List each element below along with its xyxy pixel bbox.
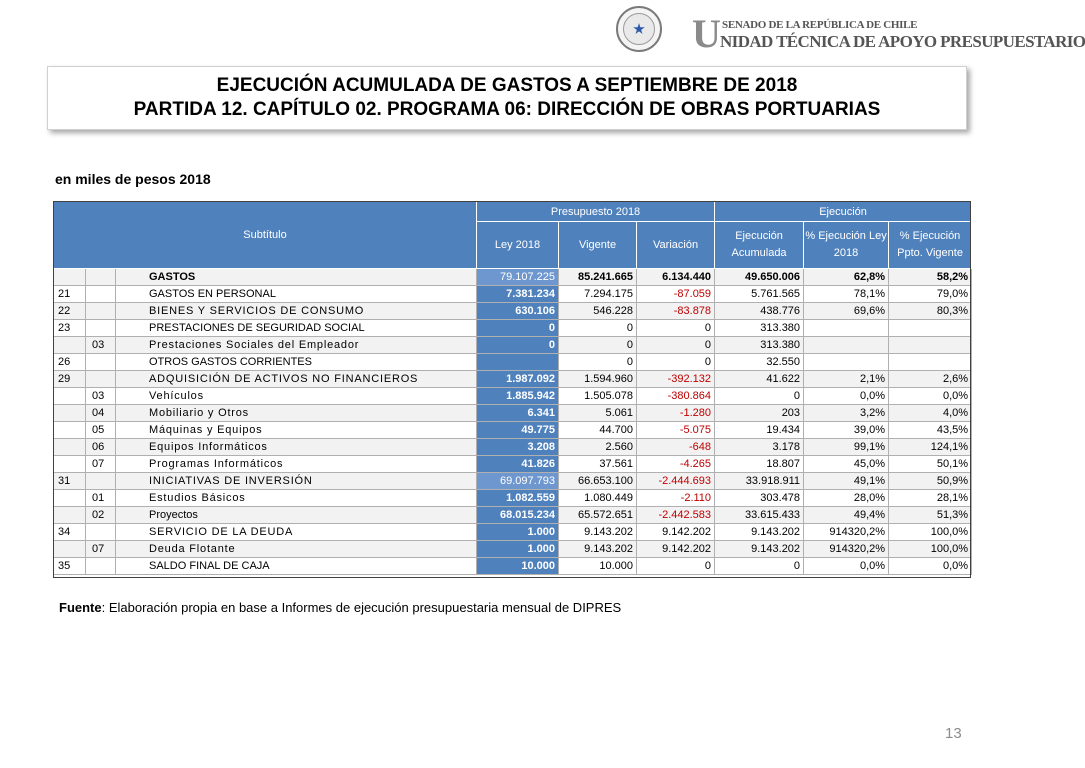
pct-ley-cell: 45,0% — [804, 456, 889, 473]
pct-ley-cell: 28,0% — [804, 490, 889, 507]
vigente-cell: 1.594.960 — [559, 371, 637, 388]
pct-vigente-cell: 50,1% — [889, 456, 972, 473]
ejecucion-cell: 41.622 — [715, 371, 804, 388]
table-row — [54, 473, 972, 490]
subtitulo-cell — [54, 490, 86, 507]
variacion-cell: -2.444.693 — [637, 473, 715, 490]
ejecucion-cell: 203 — [715, 405, 804, 422]
ley-cell: 41.826 — [477, 456, 559, 473]
ejecucion-cell: 5.761.565 — [715, 286, 804, 303]
concept-cell: GASTOS EN PERSONAL — [116, 286, 477, 303]
subtitulo-cell — [54, 269, 86, 286]
concept-cell: Prestaciones Sociales del Empleador — [116, 337, 477, 354]
concept-cell: Estudios Básicos — [116, 490, 477, 507]
ley-cell: 0 — [477, 337, 559, 354]
subtitulo-cell: 31 — [54, 473, 86, 490]
subtitulo-cell — [54, 439, 86, 456]
ley-cell: 79.107.225 — [477, 269, 559, 286]
vigente-cell: 65.572.651 — [559, 507, 637, 524]
vigente-cell: 44.700 — [559, 422, 637, 439]
vigente-cell: 9.143.202 — [559, 541, 637, 558]
pct-ley-cell — [804, 337, 889, 354]
ley-cell: 0 — [477, 320, 559, 337]
pct-ley-cell: 914320,2% — [804, 541, 889, 558]
item-cell: 03 — [86, 388, 116, 405]
vigente-cell: 2.560 — [559, 439, 637, 456]
ejecucion-cell: 9.143.202 — [715, 541, 804, 558]
ejecucion-cell: 18.807 — [715, 456, 804, 473]
item-cell — [86, 558, 116, 575]
star-icon — [633, 23, 645, 35]
variacion-cell: -4.265 — [637, 456, 715, 473]
concept-cell: SERVICIO DE LA DEUDA — [116, 524, 477, 541]
item-cell — [86, 524, 116, 541]
variacion-cell: 9.142.202 — [637, 541, 715, 558]
subtitulo-cell — [54, 337, 86, 354]
header-pct-ley: % Ejecución Ley 2018 — [804, 222, 889, 269]
table-row — [54, 558, 972, 575]
table-row — [54, 439, 972, 456]
variacion-cell: 0 — [637, 354, 715, 371]
brand-line1: SENADO DE LA REPÚBLICA DE CHILE — [722, 19, 918, 31]
vigente-cell: 37.561 — [559, 456, 637, 473]
pct-ley-cell: 78,1% — [804, 286, 889, 303]
variacion-cell: 9.142.202 — [637, 524, 715, 541]
table-row — [54, 371, 972, 388]
pct-vigente-cell: 79,0% — [889, 286, 972, 303]
pct-vigente-cell: 80,3% — [889, 303, 972, 320]
table-row — [54, 541, 972, 558]
pct-ley-cell: 39,0% — [804, 422, 889, 439]
variacion-cell: -2.110 — [637, 490, 715, 507]
vigente-cell: 10.000 — [559, 558, 637, 575]
vigente-cell: 1.505.078 — [559, 388, 637, 405]
pct-ley-cell: 62,8% — [804, 269, 889, 286]
vigente-cell: 0 — [559, 337, 637, 354]
item-cell — [86, 320, 116, 337]
ley-cell — [477, 354, 559, 371]
variacion-cell: -380.864 — [637, 388, 715, 405]
pct-ley-cell: 3,2% — [804, 405, 889, 422]
item-cell — [86, 303, 116, 320]
pct-vigente-cell — [889, 337, 972, 354]
item-cell: 04 — [86, 405, 116, 422]
pct-vigente-cell: 124,1% — [889, 439, 972, 456]
concept-cell: Vehículos — [116, 388, 477, 405]
variacion-cell: -648 — [637, 439, 715, 456]
ejecucion-cell: 32.550 — [715, 354, 804, 371]
vigente-cell: 85.241.665 — [559, 269, 637, 286]
pct-vigente-cell: 0,0% — [889, 388, 972, 405]
concept-cell: GASTOS — [116, 269, 477, 286]
pct-ley-cell: 2,1% — [804, 371, 889, 388]
variacion-cell: -5.075 — [637, 422, 715, 439]
item-cell — [86, 286, 116, 303]
ejecucion-cell: 33.615.433 — [715, 507, 804, 524]
table-row — [54, 320, 972, 337]
ley-cell: 3.208 — [477, 439, 559, 456]
pct-ley-cell — [804, 354, 889, 371]
vigente-cell: 66.653.100 — [559, 473, 637, 490]
item-cell — [86, 354, 116, 371]
concept-cell: SALDO FINAL DE CAJA — [116, 558, 477, 575]
source-note — [59, 600, 621, 615]
pct-vigente-cell: 100,0% — [889, 524, 972, 541]
ley-cell: 1.987.092 — [477, 371, 559, 388]
concept-cell: BIENES Y SERVICIOS DE CONSUMO — [116, 303, 477, 320]
pct-vigente-cell — [889, 320, 972, 337]
ejecucion-cell: 33.918.911 — [715, 473, 804, 490]
variacion-cell: -83.878 — [637, 303, 715, 320]
pct-ley-cell: 49,4% — [804, 507, 889, 524]
header-ley: Ley 2018 — [477, 222, 559, 269]
concept-cell: ADQUISICIÓN DE ACTIVOS NO FINANCIEROS — [116, 371, 477, 388]
table-row — [54, 524, 972, 541]
concept-cell: Mobiliario y Otros — [116, 405, 477, 422]
table-row — [54, 422, 972, 439]
subtitulo-cell — [54, 541, 86, 558]
variacion-cell: -2.442.583 — [637, 507, 715, 524]
pct-vigente-cell: 50,9% — [889, 473, 972, 490]
ley-cell: 49.775 — [477, 422, 559, 439]
subtitulo-cell — [54, 388, 86, 405]
source-label: Fuente — [59, 600, 102, 615]
item-cell — [86, 473, 116, 490]
table-row — [54, 269, 972, 286]
subtitulo-cell: 34 — [54, 524, 86, 541]
subtitulo-cell — [54, 405, 86, 422]
ley-cell: 68.015.234 — [477, 507, 559, 524]
vigente-cell: 9.143.202 — [559, 524, 637, 541]
ejecucion-cell: 313.380 — [715, 337, 804, 354]
item-cell — [86, 371, 116, 388]
ley-cell: 1.000 — [477, 541, 559, 558]
pct-ley-cell: 69,6% — [804, 303, 889, 320]
pct-vigente-cell — [889, 354, 972, 371]
subtitulo-cell: 35 — [54, 558, 86, 575]
item-cell: 03 — [86, 337, 116, 354]
ejecucion-cell: 3.178 — [715, 439, 804, 456]
subtitulo-cell — [54, 507, 86, 524]
ley-cell: 69.097.793 — [477, 473, 559, 490]
ley-cell: 1.082.559 — [477, 490, 559, 507]
item-cell: 02 — [86, 507, 116, 524]
senate-seal-logo — [616, 6, 662, 52]
pct-vigente-cell: 43,5% — [889, 422, 972, 439]
concept-cell: Máquinas y Equipos — [116, 422, 477, 439]
header-ejec-acum: Ejecución Acumulada — [715, 222, 804, 269]
concept-cell: OTROS GASTOS CORRIENTES — [116, 354, 477, 371]
table-row — [54, 337, 972, 354]
header-vigente: Vigente — [559, 222, 637, 269]
vigente-cell: 0 — [559, 320, 637, 337]
page-number: 13 — [945, 725, 962, 742]
table-row — [54, 303, 972, 320]
table-row — [54, 490, 972, 507]
pct-vigente-cell: 58,2% — [889, 269, 972, 286]
concept-cell: Proyectos — [116, 507, 477, 524]
item-cell: 01 — [86, 490, 116, 507]
ejecucion-cell: 49.650.006 — [715, 269, 804, 286]
ley-cell: 6.341 — [477, 405, 559, 422]
ley-cell: 1.885.942 — [477, 388, 559, 405]
ley-cell: 7.381.234 — [477, 286, 559, 303]
variacion-cell: 0 — [637, 337, 715, 354]
variacion-cell: 0 — [637, 558, 715, 575]
table-row — [54, 405, 972, 422]
header-ejecucion: Ejecución — [715, 202, 972, 222]
header-pct-vig: % Ejecución Ppto. Vigente — [889, 222, 972, 269]
source-text: : Elaboración propia en base a Informes de ejecución presupuestaria mensual de DIPRES — [101, 600, 622, 615]
ejecucion-cell: 0 — [715, 558, 804, 575]
item-cell: 05 — [86, 422, 116, 439]
ejecucion-cell: 0 — [715, 388, 804, 405]
vigente-cell: 546.228 — [559, 303, 637, 320]
ejecucion-cell: 19.434 — [715, 422, 804, 439]
item-cell — [86, 269, 116, 286]
concept-cell: INICIATIVAS DE INVERSIÓN — [116, 473, 477, 490]
pct-ley-cell: 0,0% — [804, 388, 889, 405]
vigente-cell: 0 — [559, 354, 637, 371]
ejecucion-cell: 313.380 — [715, 320, 804, 337]
pct-vigente-cell: 0,0% — [889, 558, 972, 575]
subtitulo-cell — [54, 422, 86, 439]
ejecucion-cell: 9.143.202 — [715, 524, 804, 541]
subtitulo-cell: 29 — [54, 371, 86, 388]
pct-ley-cell: 914320,2% — [804, 524, 889, 541]
brand-initial: U — [692, 11, 721, 56]
header-subtitulo: Subtítulo — [54, 202, 477, 269]
table-row — [54, 507, 972, 524]
concept-cell: Deuda Flotante — [116, 541, 477, 558]
pct-vigente-cell: 2,6% — [889, 371, 972, 388]
pct-vigente-cell: 100,0% — [889, 541, 972, 558]
title-box — [47, 66, 967, 130]
vigente-cell: 1.080.449 — [559, 490, 637, 507]
table-row — [54, 354, 972, 371]
page-title: EJECUCIÓN ACUMULADA DE GASTOS A SEPTIEMBRE DE 2018 — [216, 75, 798, 96]
pct-vigente-cell: 4,0% — [889, 405, 972, 422]
item-cell: 06 — [86, 439, 116, 456]
ley-cell: 630.106 — [477, 303, 559, 320]
brand-line2: NIDAD TÉCNICA DE APOYO PRESUPUESTARIO — [720, 32, 1085, 51]
header-variacion: Variación — [637, 222, 715, 269]
pct-ley-cell — [804, 320, 889, 337]
pct-ley-cell: 0,0% — [804, 558, 889, 575]
subtitulo-cell — [54, 456, 86, 473]
variacion-cell: 0 — [637, 320, 715, 337]
pct-ley-cell: 99,1% — [804, 439, 889, 456]
table-row — [54, 286, 972, 303]
subtitulo-cell: 22 — [54, 303, 86, 320]
variacion-cell: 6.134.440 — [637, 269, 715, 286]
variacion-cell: -1.280 — [637, 405, 715, 422]
subtitulo-cell: 23 — [54, 320, 86, 337]
table-row — [54, 388, 972, 405]
concept-cell: Programas Informáticos — [116, 456, 477, 473]
ley-cell: 1.000 — [477, 524, 559, 541]
subtitulo-cell: 26 — [54, 354, 86, 371]
table-row — [54, 456, 972, 473]
variacion-cell: -392.132 — [637, 371, 715, 388]
pct-vigente-cell: 28,1% — [889, 490, 972, 507]
budget-table — [53, 201, 972, 575]
concept-cell: Equipos Informáticos — [116, 439, 477, 456]
page-subtitle: PARTIDA 12. CAPÍTULO 02. PROGRAMA 06: DIRECCIÓN DE OBRAS PORTUARIAS — [133, 99, 881, 120]
vigente-cell: 5.061 — [559, 405, 637, 422]
subtitulo-cell: 21 — [54, 286, 86, 303]
vigente-cell: 7.294.175 — [559, 286, 637, 303]
ejecucion-cell: 303.478 — [715, 490, 804, 507]
item-cell: 07 — [86, 456, 116, 473]
item-cell: 07 — [86, 541, 116, 558]
variacion-cell: -87.059 — [637, 286, 715, 303]
concept-cell: PRESTACIONES DE SEGURIDAD SOCIAL — [116, 320, 477, 337]
pct-vigente-cell: 51,3% — [889, 507, 972, 524]
pct-ley-cell: 49,1% — [804, 473, 889, 490]
seal-center — [623, 13, 655, 45]
ejecucion-cell: 438.776 — [715, 303, 804, 320]
ley-cell: 10.000 — [477, 558, 559, 575]
header-presupuesto: Presupuesto 2018 — [477, 202, 715, 222]
units-label: en miles de pesos 2018 — [55, 171, 211, 187]
